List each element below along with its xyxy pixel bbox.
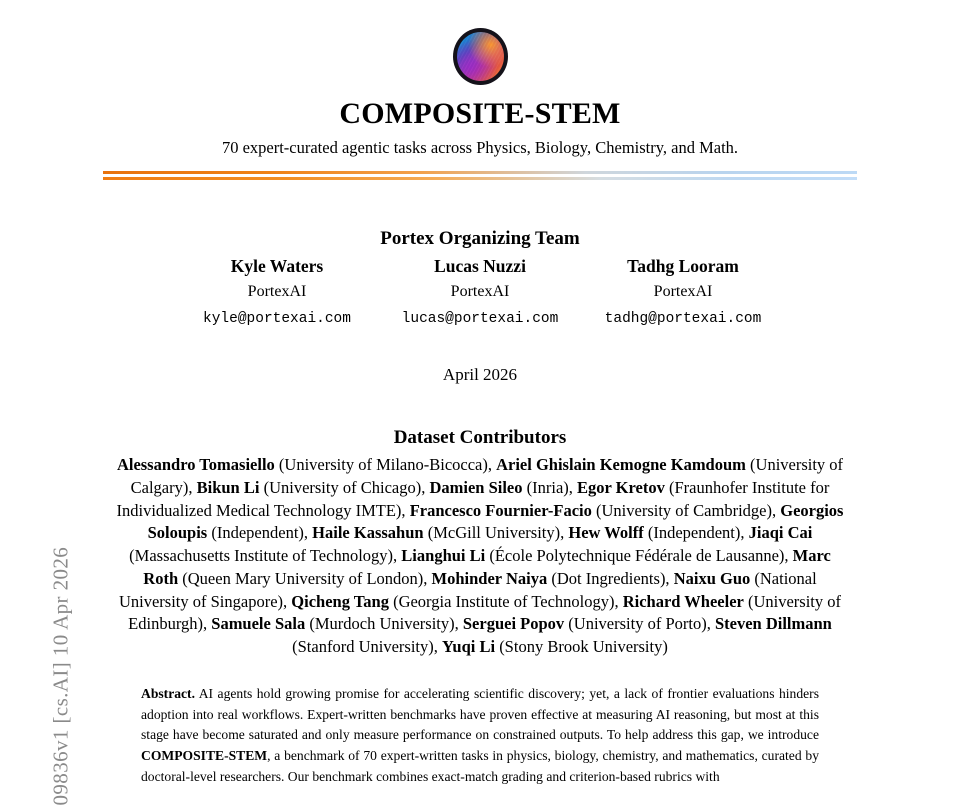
contributor-name: Naixu Guo <box>673 568 751 588</box>
arxiv-stamp: 09836v1 [cs.AI] 10 Apr 2026 <box>48 546 73 806</box>
team-member-name: Lucas Nuzzi <box>434 255 526 276</box>
contributor-affiliation: (University of Milano-Bicocca), <box>274 455 497 475</box>
contributor-affiliation: (Stony Brook University) <box>495 637 668 657</box>
contributor-affiliation: (University of Porto), <box>564 614 715 634</box>
contributor-name: Yuqi Li <box>442 637 496 657</box>
contributor-name: Serguei Popov <box>462 614 565 634</box>
logo-gradient-sphere <box>457 32 504 81</box>
contributor-affiliation: (École Polytechnique Fédérale de Lausanne), <box>485 546 793 566</box>
abstract-text-part-2: , a benchmark of 70 expert-written tasks in physics, biology, chemistry, and mathematics, curated by doctoral-level researchers. Our benchmark combines exact-match grading and criterion-based rubrics with <box>141 747 819 784</box>
team-member-affiliation: PortexAI <box>653 283 713 301</box>
contributor-name: Samuele Sala <box>211 614 306 634</box>
contributor-name: Qicheng Tang <box>291 591 389 611</box>
divider-rules <box>103 171 857 180</box>
contributor-name: Damien Sileo <box>429 477 523 497</box>
abstract-label: Abstract. <box>141 686 195 701</box>
contributor-name: Francesco Fournier-Facio <box>409 500 592 520</box>
organizing-team-heading: Portex Organizing Team <box>380 227 580 249</box>
team-member-0 <box>176 255 379 329</box>
team-member-name: Kyle Waters <box>230 255 324 276</box>
contributor-affiliation: (University of Edinburgh), <box>128 591 842 634</box>
page-title: COMPOSITE-STEM <box>339 97 621 130</box>
contributor-affiliation: (Fraunhofer Institute for Individualized Medical Technology IMTE), <box>116 477 830 520</box>
logo-container <box>0 0 960 86</box>
organizing-team-row <box>0 255 960 329</box>
team-member-email[interactable]: lucas@portexai.com <box>401 310 559 327</box>
contributor-name: Jiaqi Cai <box>748 523 813 543</box>
team-member-affiliation: PortexAI <box>450 283 510 301</box>
contributor-name: Marc Roth <box>143 546 831 588</box>
contributors-list <box>110 454 850 659</box>
contributor-affiliation: (University of Chicago), <box>259 477 430 497</box>
contributor-affiliation: (McGill University), <box>423 523 569 543</box>
contributor-affiliation: (Independent), <box>207 523 313 543</box>
contributor-name: Egor Kretov <box>577 477 665 497</box>
abstract-benchmark-name: COMPOSITE-STEM <box>141 747 268 763</box>
contributor-name: Hew Wolff <box>568 523 644 543</box>
contributors-heading: Dataset Contributors <box>393 427 567 449</box>
contributor-name: Ariel Ghislain Kemogne Kamdoum <box>496 455 746 475</box>
team-member-email[interactable]: tadhg@portexai.com <box>604 310 762 327</box>
contributor-affiliation: (Inria), <box>522 477 578 497</box>
composite-stem-logo-icon <box>453 28 508 85</box>
contributor-affiliation: (Murdoch University), <box>305 614 463 634</box>
page-subtitle: 70 expert-curated agentic tasks across Physics, Biology, Chemistry, and Math. <box>221 138 739 157</box>
publication-date: April 2026 <box>442 365 518 385</box>
contributor-affiliation: (Queen Mary University of London), <box>178 568 432 588</box>
contributor-name: Haile Kassahun <box>312 523 424 543</box>
contributor-affiliation: (University of Cambridge), <box>591 500 781 520</box>
contributor-affiliation: (Dot Ingredients), <box>547 568 674 588</box>
abstract-block <box>141 684 819 787</box>
contributor-name: Lianghui Li <box>401 546 486 566</box>
contributor-name: Steven Dillmann <box>714 614 832 634</box>
team-member-affiliation: PortexAI <box>247 283 307 301</box>
contributor-affiliation: (Stanford University), <box>292 637 442 657</box>
team-member-2 <box>582 255 785 329</box>
contributor-name: Richard Wheeler <box>622 591 744 611</box>
contributor-affiliation: (University of Calgary), <box>130 455 844 497</box>
contributor-name: Georgios Soloupis <box>147 500 844 543</box>
contributor-affiliation: (Independent), <box>643 523 749 543</box>
divider-rule-bottom <box>103 177 857 180</box>
contributor-affiliation: (National University of Singapore), <box>118 568 817 611</box>
team-member-name: Tadhg Looram <box>627 255 739 276</box>
contributor-affiliation: (Massachusetts Institute of Technology), <box>129 546 402 566</box>
contributor-name: Alessandro Tomasiello <box>116 455 275 475</box>
team-member-1 <box>379 255 582 329</box>
contributor-name: Bikun Li <box>196 477 260 497</box>
contributor-name: Mohinder Naiya <box>431 568 548 588</box>
contributor-affiliation: (Georgia Institute of Technology), <box>388 591 623 611</box>
abstract-text-part-1: AI agents hold growing promise for accelerating scientific discovery; yet, a lack of frontier evaluations hinders adoption into real workflows. Expert-written benchmarks have proven effective at measuring AI reasoning, but most at this stage have become saturated and only measure performance on constrained outputs. To help address this gap, we introduce <box>141 686 819 743</box>
team-member-email[interactable]: kyle@portexai.com <box>203 310 351 327</box>
